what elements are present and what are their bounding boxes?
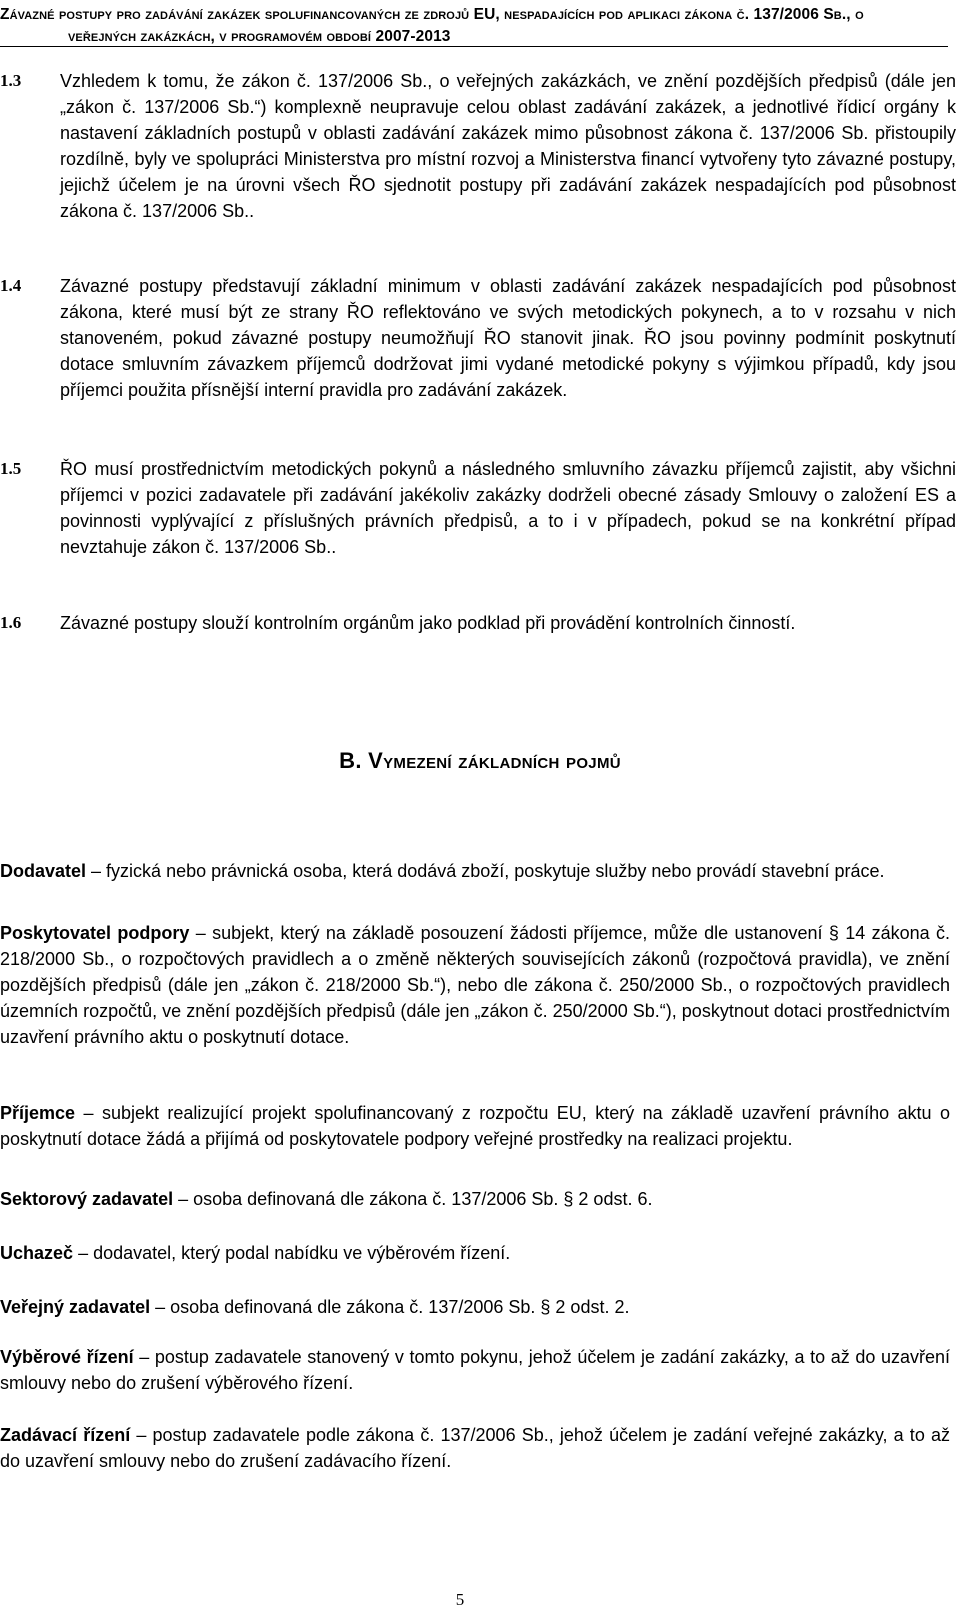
definition-dodavatel <box>0 858 950 884</box>
section-heading: B. Vymezení základních pojmů <box>339 748 621 773</box>
definition-term: Uchazeč <box>0 1243 74 1263</box>
definition-term: Sektorový zadavatel <box>0 1189 174 1209</box>
paragraph-text: Vzhledem k tomu, že zákon č. 137/2006 Sb., o veřejných zakázkách, ve znění pozdějších předpisů (dále jen „zákon č. 137/2006 Sb.“) komplexně neupravuje celou oblast zadávání zakázek, a jednotlivé řídicí orgány k nastavení základních postupů v oblasti zadávání zakázek mimo působnost zákona č. 137/2006 Sb. přistoupily rozdílně, byly ve spolupráci Ministerstva pro místní rozvoj a Ministerstva financí vytvořeny tyto závazné postupy, jejichž účelem je na úrovni všech ŘO sjednotit postupy při zadávání zakázek nespadajících pod působnost zákona č. 137/2006 Sb.. <box>60 71 956 221</box>
paragraph-number: 1.4 <box>0 276 22 295</box>
paragraph-1-5 <box>0 456 960 560</box>
paragraph-1-4 <box>0 273 960 403</box>
definition-vyberove-rizeni <box>0 1344 950 1396</box>
definition-zadavaci-rizeni <box>0 1422 950 1474</box>
definition-text: – osoba definovaná dle zákona č. 137/2006 Sb. § 2 odst. 6. <box>178 1189 653 1209</box>
definition-poskytovatel-podpory <box>0 920 950 1050</box>
definition-term: Veřejný zadavatel <box>0 1297 151 1317</box>
definition-text: – subjekt, který na základě posouzení žádosti příjemce, může dle ustanovení § 14 zákona č. 218/2000 Sb., o rozpočtových pravidlech a o změně některých souvisejících zákonů (rozpočtová pravidla), ve znění pozdějších předpisů (dále jen „zákon č. 218/2000 Sb.“), nebo dle zákona č. 250/2000 Sb., o rozpočtových pravidlech územních rozpočtů, ve znění pozdějších předpisů (dále jen „zákon č. 250/2000 Sb.“), poskytnout dotaci prostřednictvím uzavření právního aktu o poskytnutí dotace. <box>0 923 950 1047</box>
running-header-line-2: veřejných zakázkách, v programovém období 2007-2013 <box>68 28 451 45</box>
definition-verejny-zadavatel <box>0 1294 950 1320</box>
definition-text: – fyzická nebo právnická osoba, která dodává zboží, poskytuje služby nebo provádí stavební práce. <box>91 861 885 881</box>
definition-text: – postup zadavatele podle zákona č. 137/2006 Sb., jehož účelem je zadání veřejné zakázky, a to až do uzavření smlouvy nebo do zrušení zadávacího řízení. <box>0 1425 950 1471</box>
paragraph-text: Závazné postupy představují základní minimum v oblasti zadávání zakázek nespadajících pod působnost zákona, které musí být ze strany ŘO reflektováno ve svých metodických pokynech, a to v rozsahu v nich stanoveném, pokud závazné postupy neumožňují ŘO stanovit jinak. ŘO jsou povinny podmínit poskytnutí dotace smluvním závazkem příjemců dodržovat jimi vydané metodické pokyny s výjimkou případů, kdy jsou příjemci použita přísnější interní pravidla pro zadávání zakázek. <box>60 276 956 400</box>
definition-text: – dodavatel, který podal nabídku ve výběrovém řízení. <box>78 1243 511 1263</box>
definition-term: Poskytovatel podpory <box>0 923 190 943</box>
paragraph-text: Závazné postupy slouží kontrolním orgánům jako podklad při provádění kontrolních činností. <box>60 613 796 633</box>
paragraph-number: 1.6 <box>0 613 22 632</box>
definition-term: Výběrové řízení <box>0 1347 134 1367</box>
definition-term: Dodavatel <box>0 861 87 881</box>
definition-term: Příjemce <box>0 1103 76 1123</box>
definition-text: – subjekt realizující projekt spolufinancovaný z rozpočtu EU, který na základě uzavření právního aktu o poskytnutí dotace žádá a přijímá od poskytovatele podpory veřejné prostředky na realizaci projektu. <box>0 1103 950 1149</box>
paragraph-number: 1.5 <box>0 459 22 478</box>
paragraph-text: ŘO musí prostřednictvím metodických pokynů a následného smluvního závazku příjemců zajistit, aby všichni příjemci v pozici zadavatele při zadávání jakékoliv zakázky dodrželi obecné zásady Smlouvy o založení ES a povinnosti vyplývající z příslušných právních předpisů, a to i v případech, pokud se na konkrétní případ nevztahuje zákon č. 137/2006 Sb.. <box>60 459 956 557</box>
definition-sektorovy-zadavatel <box>0 1186 950 1212</box>
definition-prijemce <box>0 1100 950 1152</box>
header-divider <box>0 46 948 47</box>
running-header-line-1: Závazné postupy pro zadávání zakázek spolufinancovaných ze zdrojů EU, nespadajících pod aplikaci zákona č. 137/2006 Sb., o <box>0 6 864 23</box>
definition-term: Zadávací řízení <box>0 1425 131 1445</box>
page-number: 5 <box>455 1590 465 1609</box>
running-header <box>0 4 945 48</box>
paragraph-1-6 <box>0 610 960 636</box>
definition-text: – osoba definovaná dle zákona č. 137/2006 Sb. § 2 odst. 2. <box>155 1297 630 1317</box>
definition-text: – postup zadavatele stanovený v tomto pokynu, jehož účelem je zadání zakázky, a to až do uzavření smlouvy nebo do zrušení výběrového řízení. <box>0 1347 951 1393</box>
paragraph-1-3 <box>0 68 960 224</box>
paragraph-number: 1.3 <box>0 71 22 90</box>
definition-uchazec <box>0 1240 950 1266</box>
